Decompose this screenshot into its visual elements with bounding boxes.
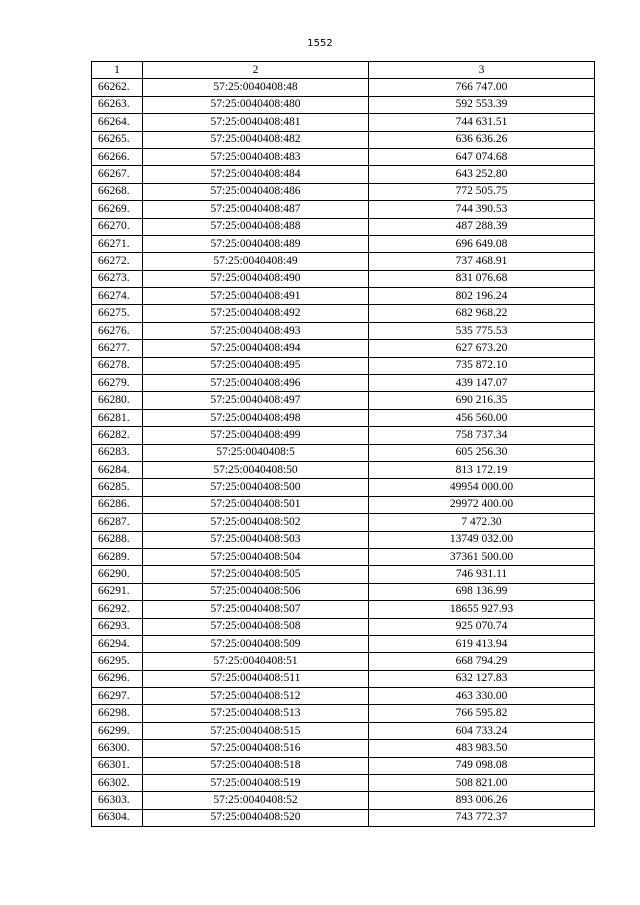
table-body <box>92 79 595 827</box>
cadastral-value: 508 821.00 <box>369 775 595 792</box>
table-row <box>92 514 595 531</box>
row-number: 66268. <box>92 183 143 200</box>
table-row <box>92 427 595 444</box>
table-row <box>92 148 595 165</box>
cadastral-value: 696 649.08 <box>369 235 595 252</box>
cadastral-number: 57:25:0040408:512 <box>143 688 369 705</box>
table-row <box>92 183 595 200</box>
header-row <box>92 62 595 79</box>
cadastral-number: 57:25:0040408:506 <box>143 583 369 600</box>
cadastral-value: 535 775.53 <box>369 322 595 339</box>
table-row <box>92 375 595 392</box>
cadastral-number: 57:25:0040408:516 <box>143 740 369 757</box>
cadastral-value: 690 216.35 <box>369 392 595 409</box>
cadastral-value: 29972 400.00 <box>369 496 595 513</box>
cadastral-number: 57:25:0040408:494 <box>143 340 369 357</box>
table-row <box>92 583 595 600</box>
cadastral-value: 802 196.24 <box>369 288 595 305</box>
row-number: 66302. <box>92 775 143 792</box>
row-number: 66276. <box>92 322 143 339</box>
cadastral-value: 49954 000.00 <box>369 479 595 496</box>
cadastral-number: 57:25:0040408:488 <box>143 218 369 235</box>
cadastral-number: 57:25:0040408:504 <box>143 548 369 565</box>
cadastral-number: 57:25:0040408:490 <box>143 270 369 287</box>
row-number: 66278. <box>92 357 143 374</box>
cadastral-value: 735 872.10 <box>369 357 595 374</box>
row-number: 66264. <box>92 114 143 131</box>
cadastral-number: 57:25:0040408:480 <box>143 96 369 113</box>
table-row <box>92 201 595 218</box>
table-row <box>92 392 595 409</box>
cadastral-number: 57:25:0040408:507 <box>143 601 369 618</box>
cadastral-value: 831 076.68 <box>369 270 595 287</box>
row-number: 66273. <box>92 270 143 287</box>
row-number: 66279. <box>92 375 143 392</box>
row-number: 66265. <box>92 131 143 148</box>
table-row <box>92 635 595 652</box>
header-col-1: 1 <box>92 62 143 79</box>
table-row <box>92 131 595 148</box>
cadastral-value: 456 560.00 <box>369 409 595 426</box>
table-row <box>92 740 595 757</box>
cadastral-number: 57:25:0040408:495 <box>143 357 369 374</box>
cadastral-value: 604 733.24 <box>369 722 595 739</box>
row-number: 66285. <box>92 479 143 496</box>
table-row <box>92 548 595 565</box>
cadastral-number: 57:25:0040408:498 <box>143 409 369 426</box>
cadastral-number: 57:25:0040408:515 <box>143 722 369 739</box>
row-number: 66289. <box>92 548 143 565</box>
table-row <box>92 757 595 774</box>
cadastral-number: 57:25:0040408:481 <box>143 114 369 131</box>
header-col-3: 3 <box>369 62 595 79</box>
row-number: 66284. <box>92 461 143 478</box>
cadastral-value: 636 636.26 <box>369 131 595 148</box>
cadastral-number: 57:25:0040408:5 <box>143 444 369 461</box>
row-number: 66262. <box>92 79 143 96</box>
cadastral-value: 7 472.30 <box>369 514 595 531</box>
table-row <box>92 444 595 461</box>
table-row <box>92 96 595 113</box>
row-number: 66303. <box>92 792 143 809</box>
cadastral-number: 57:25:0040408:519 <box>143 775 369 792</box>
row-number: 66270. <box>92 218 143 235</box>
cadastral-number: 57:25:0040408:50 <box>143 461 369 478</box>
row-number: 66298. <box>92 705 143 722</box>
row-number: 66271. <box>92 235 143 252</box>
cadastral-value: 627 673.20 <box>369 340 595 357</box>
row-number: 66299. <box>92 722 143 739</box>
row-number: 66281. <box>92 409 143 426</box>
table-row <box>92 479 595 496</box>
cadastral-number: 57:25:0040408:482 <box>143 131 369 148</box>
cadastral-number: 57:25:0040408:503 <box>143 531 369 548</box>
cadastral-value: 487 288.39 <box>369 218 595 235</box>
cadastral-value: 766 595.82 <box>369 705 595 722</box>
cadastral-value: 893 006.26 <box>369 792 595 809</box>
cadastral-value: 643 252.80 <box>369 166 595 183</box>
row-number: 66304. <box>92 809 143 826</box>
row-number: 66267. <box>92 166 143 183</box>
cadastral-number: 57:25:0040408:505 <box>143 566 369 583</box>
cadastral-number: 57:25:0040408:493 <box>143 322 369 339</box>
cadastral-value: 647 074.68 <box>369 148 595 165</box>
cadastral-value: 682 968.22 <box>369 305 595 322</box>
cadastral-value: 668 794.29 <box>369 653 595 670</box>
row-number: 66293. <box>92 618 143 635</box>
cadastral-number: 57:25:0040408:51 <box>143 653 369 670</box>
table-row <box>92 79 595 96</box>
cadastral-number: 57:25:0040408:501 <box>143 496 369 513</box>
table-row <box>92 305 595 322</box>
cadastral-number: 57:25:0040408:508 <box>143 618 369 635</box>
table-row <box>92 218 595 235</box>
cadastral-value: 592 553.39 <box>369 96 595 113</box>
row-number: 66277. <box>92 340 143 357</box>
table-row <box>92 166 595 183</box>
cadastral-number: 57:25:0040408:487 <box>143 201 369 218</box>
cadastral-value: 744 631.51 <box>369 114 595 131</box>
cadastral-number: 57:25:0040408:486 <box>143 183 369 200</box>
cadastral-value: 483 983.50 <box>369 740 595 757</box>
table-row <box>92 601 595 618</box>
table-row <box>92 253 595 270</box>
page-number: 1552 <box>307 38 333 49</box>
table-row <box>92 792 595 809</box>
cadastral-value: 925 070.74 <box>369 618 595 635</box>
table-row <box>92 322 595 339</box>
row-number: 66294. <box>92 635 143 652</box>
cadastral-value: 13749 032.00 <box>369 531 595 548</box>
row-number: 66287. <box>92 514 143 531</box>
row-number: 66272. <box>92 253 143 270</box>
table-row <box>92 670 595 687</box>
row-number: 66290. <box>92 566 143 583</box>
row-number: 66286. <box>92 496 143 513</box>
header-col-2: 2 <box>143 62 369 79</box>
cadastral-number: 57:25:0040408:492 <box>143 305 369 322</box>
cadastral-value: 632 127.83 <box>369 670 595 687</box>
cadastral-number: 57:25:0040408:52 <box>143 792 369 809</box>
cadastral-value: 18655 927.93 <box>369 601 595 618</box>
cadastral-number: 57:25:0040408:484 <box>143 166 369 183</box>
row-number: 66296. <box>92 670 143 687</box>
cadastral-value: 772 505.75 <box>369 183 595 200</box>
row-number: 66297. <box>92 688 143 705</box>
cadastral-number: 57:25:0040408:489 <box>143 235 369 252</box>
cadastral-number: 57:25:0040408:511 <box>143 670 369 687</box>
cadastral-number: 57:25:0040408:502 <box>143 514 369 531</box>
row-number: 66263. <box>92 96 143 113</box>
cadastral-value: 737 468.91 <box>369 253 595 270</box>
row-number: 66288. <box>92 531 143 548</box>
table-row <box>92 461 595 478</box>
cadastral-value: 744 390.53 <box>369 201 595 218</box>
cadastral-number: 57:25:0040408:520 <box>143 809 369 826</box>
cadastral-number: 57:25:0040408:518 <box>143 757 369 774</box>
cadastral-value: 813 172.19 <box>369 461 595 478</box>
row-number: 66275. <box>92 305 143 322</box>
table-row <box>92 288 595 305</box>
cadastral-number: 57:25:0040408:500 <box>143 479 369 496</box>
cadastral-value: 698 136.99 <box>369 583 595 600</box>
table-row <box>92 653 595 670</box>
table-row <box>92 688 595 705</box>
cadastral-number: 57:25:0040408:499 <box>143 427 369 444</box>
cadastral-number: 57:25:0040408:496 <box>143 375 369 392</box>
cadastral-number: 57:25:0040408:491 <box>143 288 369 305</box>
cadastral-number: 57:25:0040408:513 <box>143 705 369 722</box>
table-row <box>92 357 595 374</box>
row-number: 66283. <box>92 444 143 461</box>
row-number: 66291. <box>92 583 143 600</box>
row-number: 66280. <box>92 392 143 409</box>
table-row <box>92 705 595 722</box>
table-row <box>92 618 595 635</box>
row-number: 66295. <box>92 653 143 670</box>
cadastral-value: 766 747.00 <box>369 79 595 96</box>
row-number: 66266. <box>92 148 143 165</box>
table-row <box>92 566 595 583</box>
cadastral-value: 749 098.08 <box>369 757 595 774</box>
table-row <box>92 340 595 357</box>
row-number: 66274. <box>92 288 143 305</box>
table-row <box>92 235 595 252</box>
cadastral-number: 57:25:0040408:483 <box>143 148 369 165</box>
table-row <box>92 496 595 513</box>
cadastral-value: 758 737.34 <box>369 427 595 444</box>
table-row <box>92 114 595 131</box>
row-number: 66300. <box>92 740 143 757</box>
cadastral-number: 57:25:0040408:49 <box>143 253 369 270</box>
cadastral-value: 463 330.00 <box>369 688 595 705</box>
table-row <box>92 775 595 792</box>
row-number: 66292. <box>92 601 143 618</box>
cadastral-value: 619 413.94 <box>369 635 595 652</box>
row-number: 66301. <box>92 757 143 774</box>
cadastral-value: 746 931.11 <box>369 566 595 583</box>
cadastral-value: 439 147.07 <box>369 375 595 392</box>
cadastral-number: 57:25:0040408:48 <box>143 79 369 96</box>
table-row <box>92 409 595 426</box>
table-row <box>92 809 595 826</box>
table-row <box>92 270 595 287</box>
row-number: 66282. <box>92 427 143 444</box>
cadastral-value: 37361 500.00 <box>369 548 595 565</box>
table-row <box>92 531 595 548</box>
cadastral-value: 605 256.30 <box>369 444 595 461</box>
table-header <box>92 62 595 79</box>
table-row <box>92 722 595 739</box>
cadastral-value-table <box>91 61 595 827</box>
cadastral-number: 57:25:0040408:497 <box>143 392 369 409</box>
cadastral-value: 743 772.37 <box>369 809 595 826</box>
row-number: 66269. <box>92 201 143 218</box>
cadastral-number: 57:25:0040408:509 <box>143 635 369 652</box>
